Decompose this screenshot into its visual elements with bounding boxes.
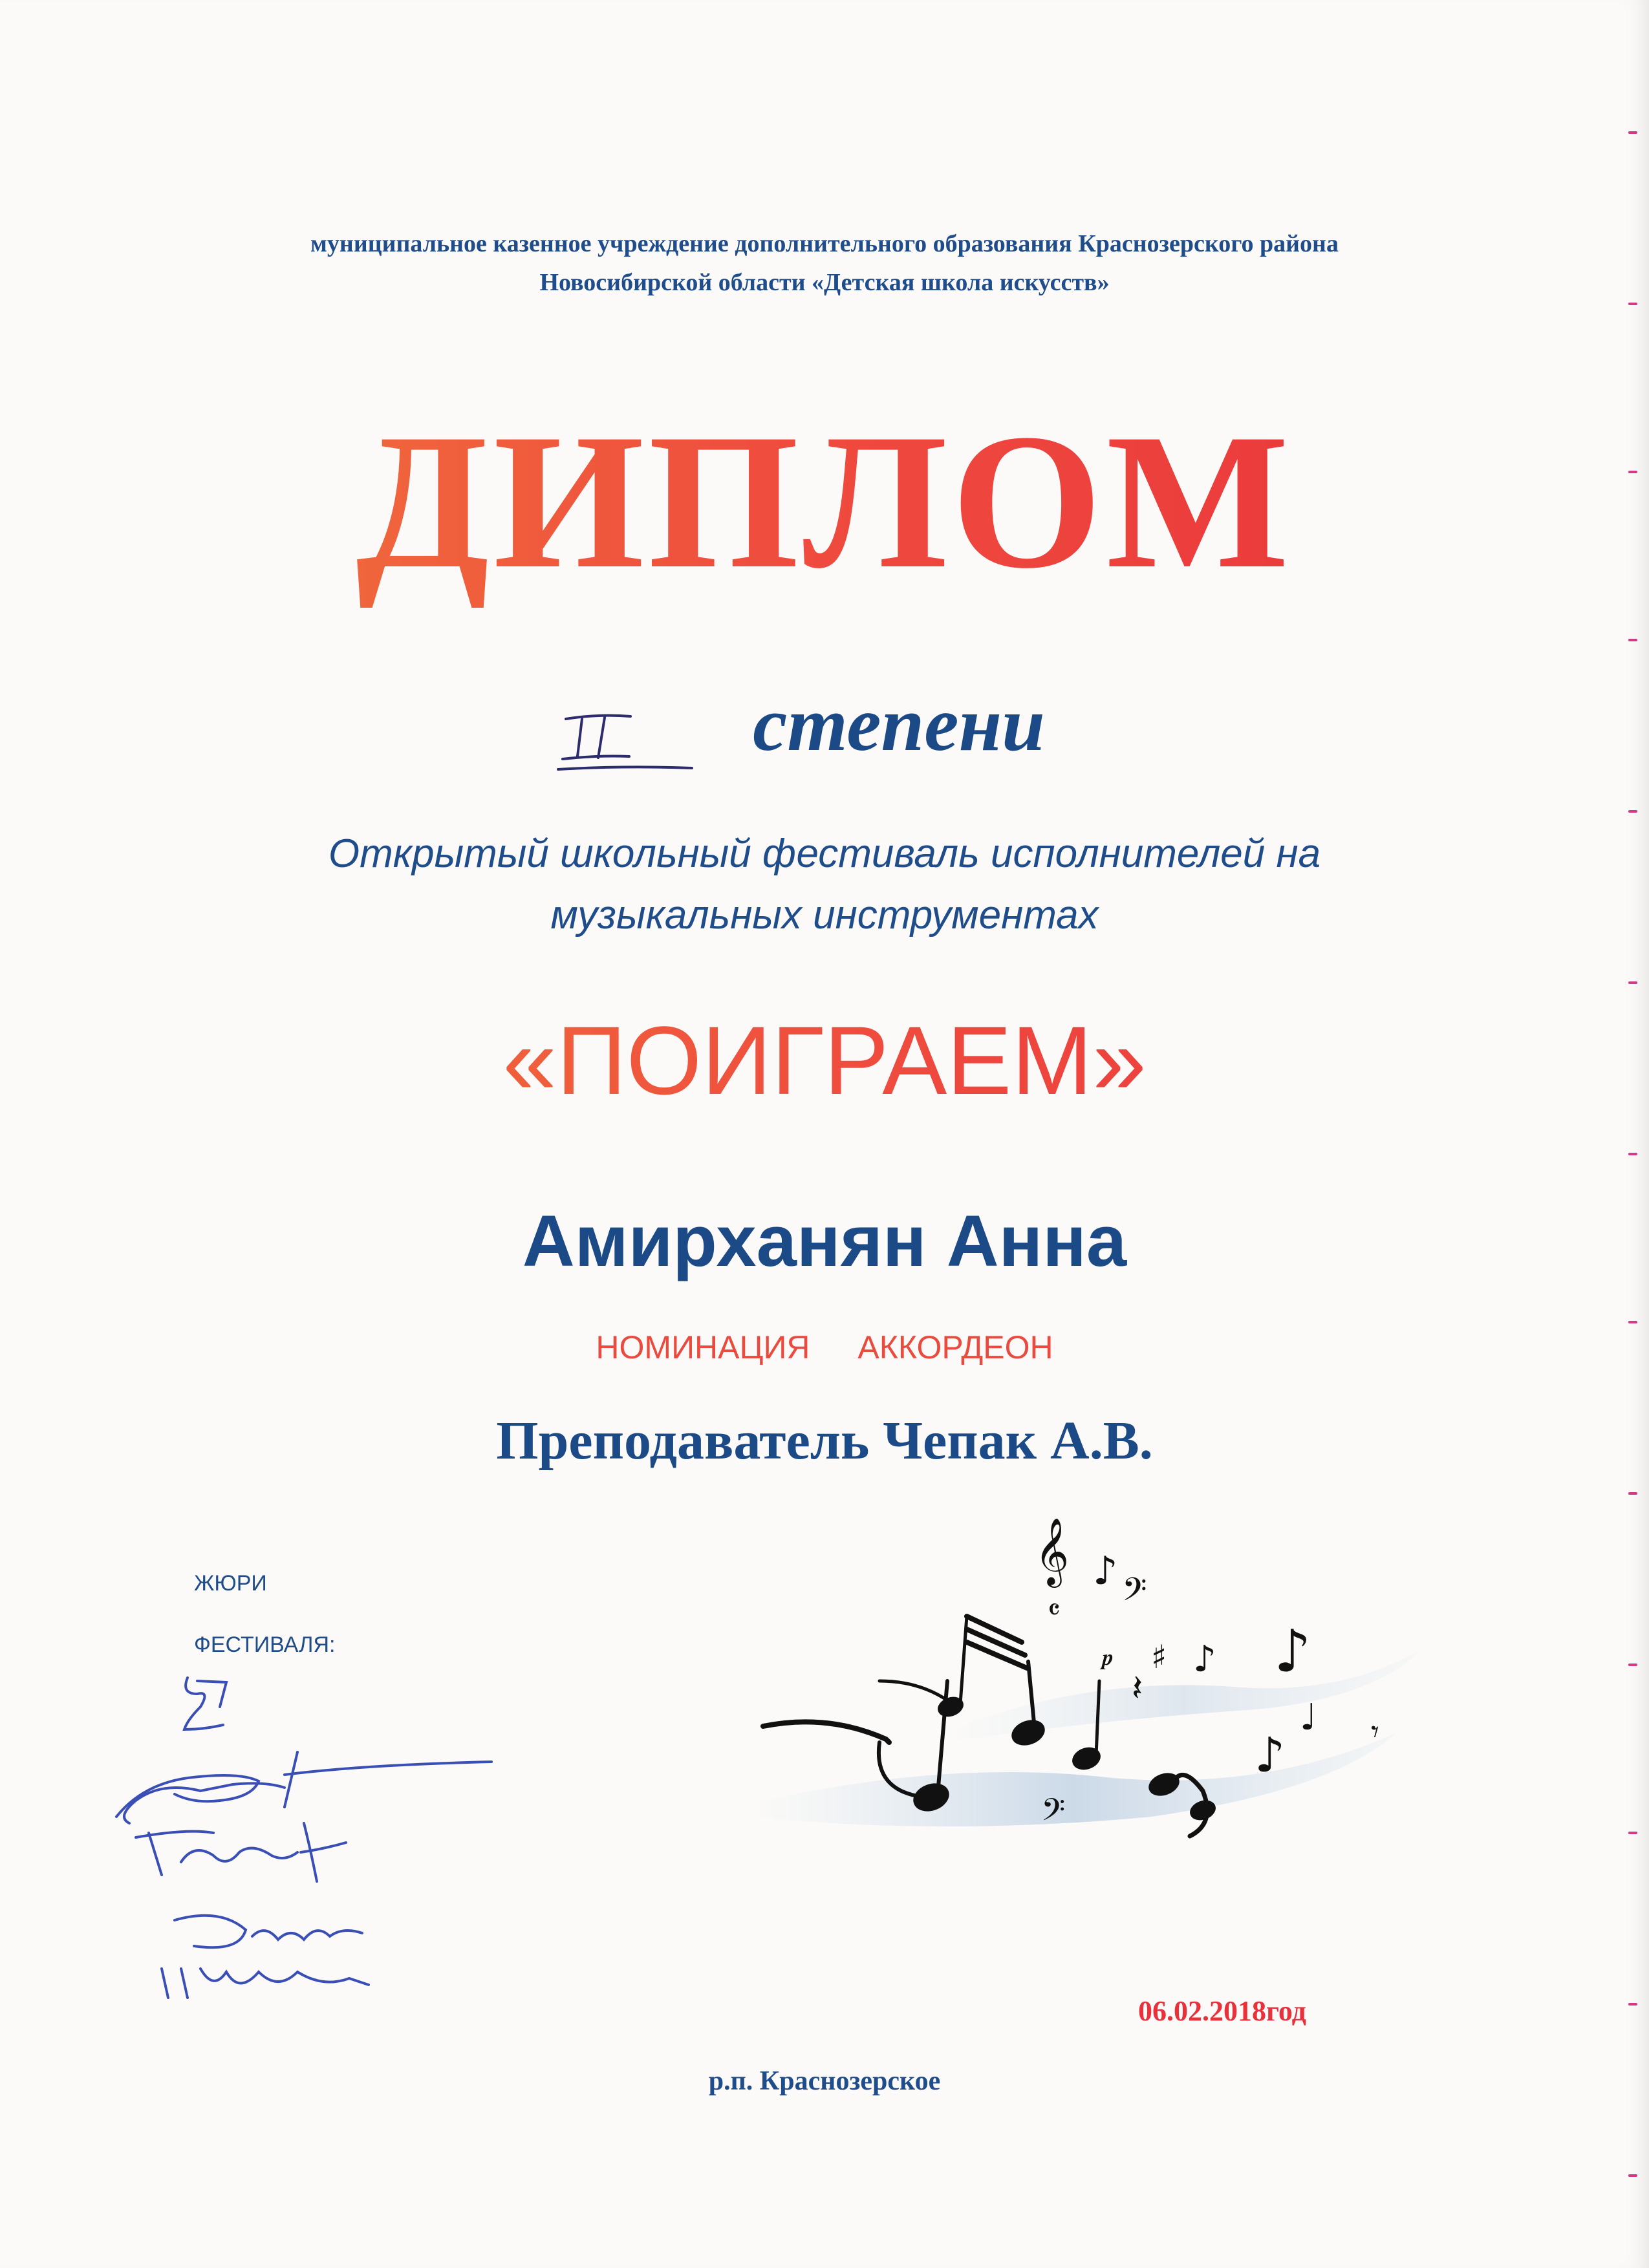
nomination-value: АККОРДЕОН	[857, 1329, 1053, 1365]
student-name: Амирханян Анна	[522, 1201, 1127, 1281]
issue-date: 06.02.2018год	[1138, 1995, 1306, 2027]
paper-edge-marks	[1610, 0, 1649, 2268]
svg-text:♪: ♪	[1255, 1728, 1286, 1783]
svg-text:𝄴: 𝄴	[1048, 1594, 1061, 1627]
svg-text:♯: ♯	[1151, 1638, 1167, 1676]
music-notes-illustration-icon	[750, 1487, 1461, 1849]
svg-text:𝆏: 𝆏	[1103, 1645, 1114, 1671]
nomination-label: НОМИНАЦИЯ	[596, 1329, 810, 1365]
jury-label: ЖЮРИ	[194, 1571, 267, 1596]
degree-row	[0, 681, 1649, 767]
institution-line-2: Новосибирской области «Детская школа искусств»	[539, 269, 1110, 296]
teacher-line: Преподаватель Чепак А.В.	[496, 1411, 1153, 1471]
handwritten-roman-two-icon	[553, 705, 702, 776]
nomination	[0, 1329, 1649, 1366]
svg-text:𝄞: 𝄞	[1035, 1517, 1070, 1585]
svg-text:𝄽: 𝄽	[1132, 1667, 1143, 1709]
festival-name: «ПОИГРАЕМ»	[0, 1009, 1649, 1112]
degree-label: степени	[753, 681, 1045, 767]
svg-text:♪: ♪	[1274, 1618, 1311, 1685]
svg-text:𝄢: 𝄢	[1122, 1571, 1147, 1616]
svg-text:♪: ♪	[1093, 1548, 1118, 1594]
festival-description-line-2: музыкальных инструментах	[550, 893, 1099, 937]
handwritten-signatures-icon	[91, 1668, 543, 2004]
festival-description-line-1: Открытый школьный фестиваль исполнителей на	[328, 831, 1321, 876]
svg-text:𝄢: 𝄢	[1041, 1792, 1066, 1835]
jury-label-festival: ФЕСТИВАЛЯ:	[194, 1632, 336, 1657]
diploma-title: ДИПЛОМ	[0, 394, 1649, 608]
svg-text:𝄾: 𝄾	[1371, 1714, 1379, 1750]
svg-text:♪: ♪	[1193, 1638, 1216, 1680]
place: р.п. Краснозерское	[708, 2066, 941, 2096]
svg-text:♩: ♩	[1300, 1696, 1317, 1738]
institution-line-1: муниципальное казенное учреждение дополнительного образования Краснозерского района	[310, 230, 1339, 257]
